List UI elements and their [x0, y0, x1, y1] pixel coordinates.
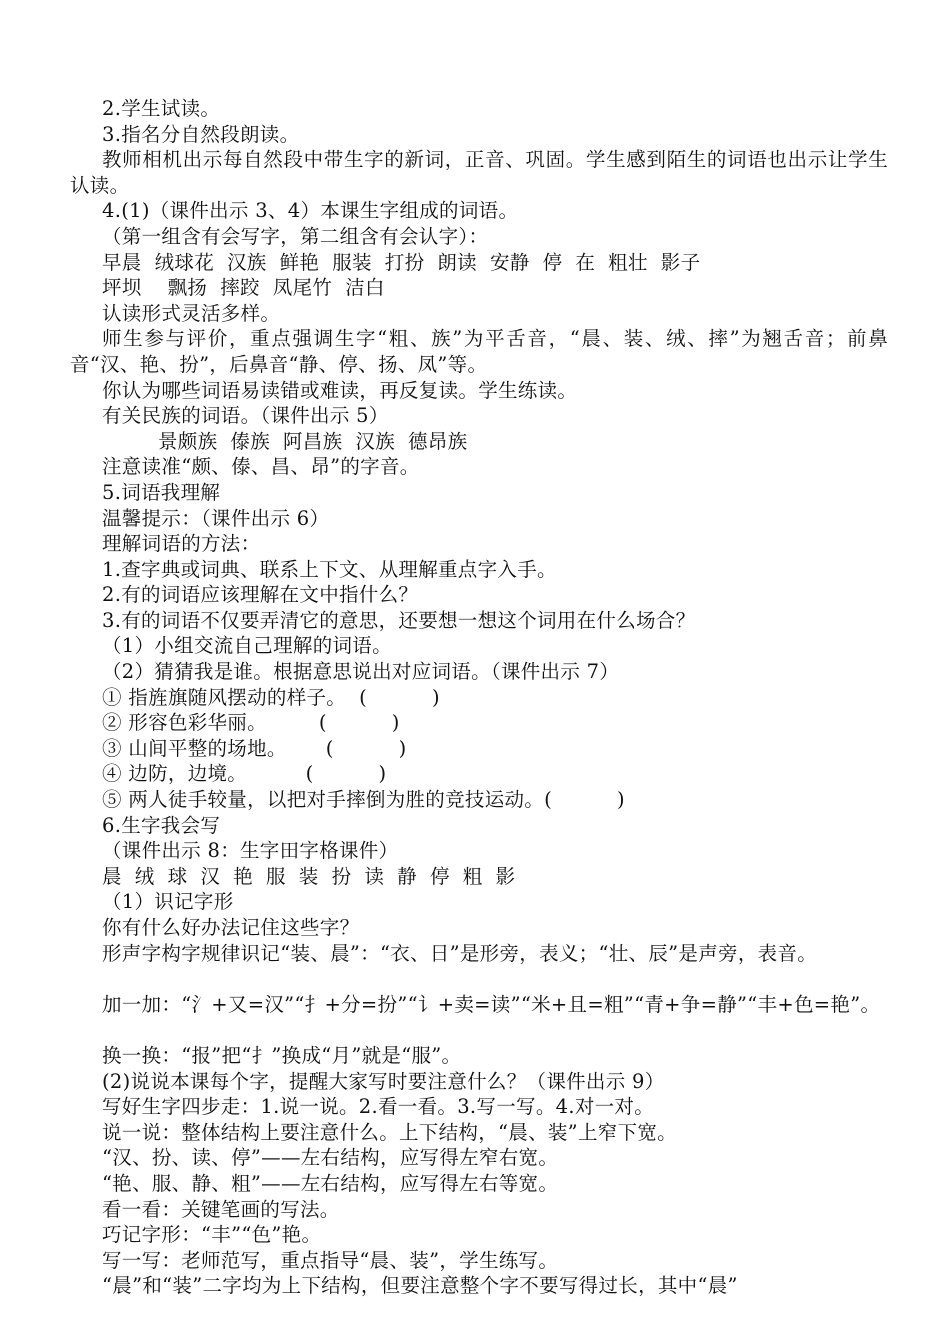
paragraph: 加一加：“氵+又=汉”“扌+分=扮”“讠+卖=读”“米+且=粗”“青+争=静”“丰+色=艳”。 [102, 992, 881, 1016]
quiz-item: ⑤ 两人徒手较量，以把对手摔倒为胜的竞技运动。( ) [102, 788, 625, 812]
text-line: 2.有的词语应该理解在文中指什么？ [102, 583, 419, 607]
text-line: 理解词语的方法： [102, 532, 261, 556]
paragraph: 形声字构字规律识记“装、晨”：“衣、日”是形旁，表义；“壮、辰”是声旁，表音。 [102, 941, 818, 965]
text-line: “艳、服、静、粗”——左右结构，应写得左右等宽。 [102, 1171, 559, 1195]
quiz-item: ③ 山间平整的场地。 ( ) [102, 736, 407, 760]
text-line: （1）小组交流自己理解的词语。 [102, 634, 392, 658]
text-line: 3.指名分自然段朗读。 [102, 122, 300, 146]
section-heading: 6.生字我会写 [102, 813, 221, 837]
quiz-item: ① 指旌旗随风摆动的样子。 ( ) [102, 685, 440, 709]
word-list: 坪坝 飘扬 摔跤 凤尾竹 洁白 [102, 276, 385, 300]
text-line: 有关民族的词语。（课件出示 5） [102, 404, 389, 428]
text-line: 1.查字典或词典、联系上下文、从理解重点字入手。 [102, 557, 557, 581]
text-line: “晨”和“装”二字均为上下结构，但要注意整个字不要写得过长，其中“晨” [102, 1274, 738, 1298]
text-line: 看一看：关键笔画的写法。 [102, 1197, 340, 1221]
text-line: 认读形式灵活多样。 [102, 301, 281, 325]
text-line: （课件出示 8：生字田字格课件） [102, 839, 399, 863]
text-line: 写一写：老师范写，重点指导“晨、装”，学生练写。 [102, 1248, 559, 1272]
section-heading: 5.词语我理解 [102, 480, 221, 504]
text-line: 说一说：整体结构上要注意什么。上下结构，“晨、装”上窄下宽。 [102, 1120, 677, 1144]
text-line: 温馨提示：（课件出示 6） [102, 506, 330, 530]
text-line: (2)说说本课每个字，提醒大家写时要注意什么？（课件出示 9） [102, 1069, 665, 1093]
document-body [70, 96, 888, 1299]
text-line: （1）识记字形 [102, 890, 234, 914]
word-list: 早晨 绒球花 汉族 鲜艳 服装 打扮 朗读 安静 停 在 粗壮 影子 [102, 250, 701, 274]
word-list: 景颇族 傣族 阿昌族 汉族 德昂族 [158, 429, 468, 453]
text-line: 写好生字四步走：1.说一说。2.看一看。3.写一写。4.对一对。 [102, 1095, 655, 1119]
text-line: 2.学生试读。 [102, 97, 221, 120]
quiz-item: ④ 边防，边境。 ( ) [102, 762, 387, 786]
text-line: （2）猜猜我是谁。根据意思说出对应词语。（课件出示 7） [102, 660, 620, 684]
text-line: 注意读准“颇、傣、昌、昂”的字音。 [102, 455, 420, 479]
text-line: （第一组含有会写字，第二组含有会认字）： [102, 224, 489, 248]
text-line: 你有什么好办法记住这些字？ [102, 916, 360, 939]
text-line: 4.(1)（课件出示 3、4）本课生字组成的词语。 [102, 199, 519, 223]
text-line: 3.有的词语不仅要弄清它的意思，还要想一想这个词用在什么场合？ [102, 608, 696, 632]
character-list: 晨 绒 球 汉 艳 服 装 扮 读 静 停 粗 影 [102, 864, 516, 888]
text-line: 巧记字形：“丰”“色”艳。 [102, 1223, 322, 1247]
paragraph: 教师相机出示每自然段中带生字的新词，正音、巩固。学生感到陌生的词语也出示让学生认读。 [70, 148, 888, 197]
text-line: “汉、扮、读、停”——左右结构，应写得左窄右宽。 [102, 1146, 559, 1170]
paragraph: 师生参与评价，重点强调生字“粗、族”为平舌音，“晨、装、绒、摔”为翘舌音；前鼻音“汉、艳、扮”，后鼻音“静、停、扬、凤”等。 [70, 327, 888, 376]
quiz-item: ② 形容色彩华丽。 ( ) [102, 711, 400, 735]
text-line: 你认为哪些词语易读错或难读，再反复读。学生练读。 [102, 378, 578, 402]
text-line: 换一换：“报”把“扌”换成“月”就是“服”。 [102, 1043, 462, 1067]
